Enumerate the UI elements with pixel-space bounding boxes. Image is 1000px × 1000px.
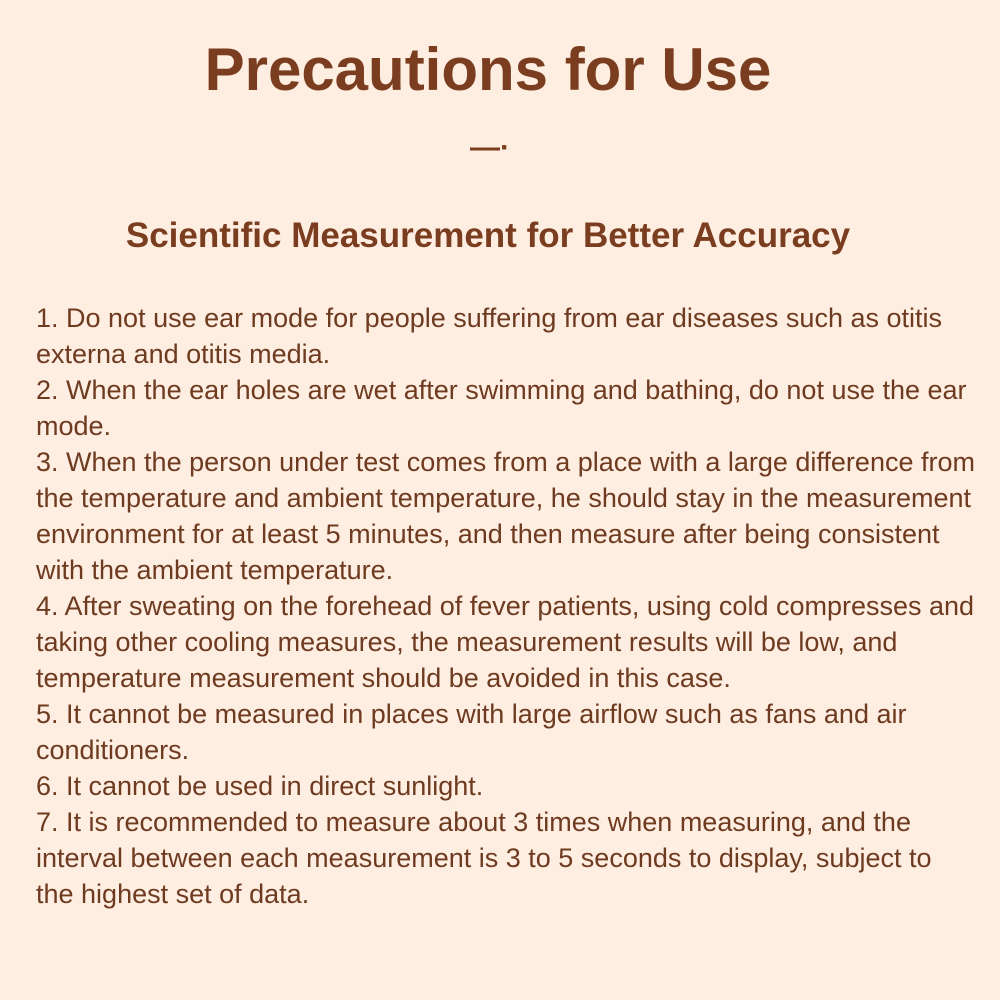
precaution-item-3: 3. When the person under test comes from a place with a large difference from the temperature and ambient temperature, he should stay in the measurement environment for at least 5 minutes, and then measure after being consistent with the ambient temperature. [36,447,975,585]
precaution-item-7: 7. It is recommended to measure about 3 times when measuring, and the interval between each measurement is 3 to 5 seconds to display, subject to the highest set of data. [36,807,932,909]
precaution-item-1: 1. Do not use ear mode for people suffering from ear diseases such as otitis externa and otitis media. [36,303,942,369]
page-subtitle: Scientific Measurement for Better Accuracy [125,216,851,255]
precaution-item-4: 4. After sweating on the forehead of fever patients, using cold compresses and taking other cooling measures, the measurement results will be low, and temperature measurement should be avoided in this case. [36,591,975,693]
precaution-item-2: 2. When the ear holes are wet after swimming and bathing, do not use the ear mode. [36,375,967,441]
precaution-list [36,300,976,912]
precaution-item-6: 6. It cannot be used in direct sunlight. [36,771,484,801]
precaution-item-5: 5. It cannot be measured in places with large airflow such as fans and air conditioners. [36,699,907,765]
page-title: Precautions for Use [204,36,772,103]
title-divider: —· [470,131,510,164]
